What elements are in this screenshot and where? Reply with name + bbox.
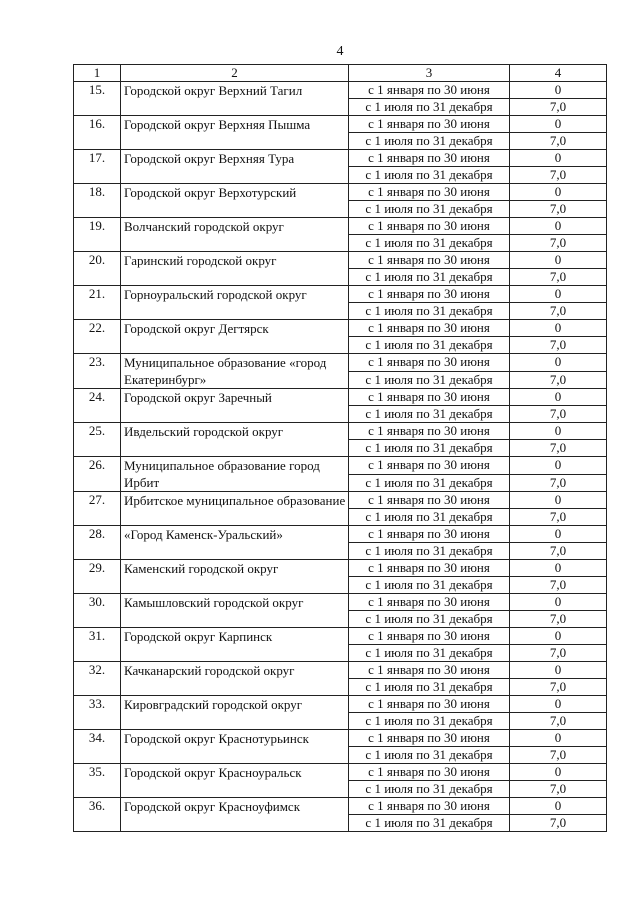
value-first-half: 0	[510, 150, 607, 167]
period-second-half: с 1 июля по 31 декабря	[349, 235, 510, 252]
value-second-half: 7,0	[510, 167, 607, 184]
municipality-name: Муниципальное образование «город Екатеринбург»	[121, 354, 349, 389]
municipality-name: Гаринский городской округ	[121, 252, 349, 286]
value-first-half: 0	[510, 218, 607, 235]
municipality-name: Камышловский городской округ	[121, 594, 349, 628]
value-first-half: 0	[510, 526, 607, 543]
municipality-name: Городской округ Верхотурский	[121, 184, 349, 218]
row-number: 22.	[74, 320, 121, 354]
table-body	[74, 82, 607, 832]
value-second-half: 7,0	[510, 440, 607, 457]
column-header-3: 3	[349, 65, 510, 82]
period-first-half: с 1 января по 30 июня	[349, 320, 510, 337]
row-number: 28.	[74, 526, 121, 560]
value-second-half: 7,0	[510, 133, 607, 150]
value-first-half: 0	[510, 764, 607, 781]
row-number: 26.	[74, 457, 121, 492]
value-second-half: 7,0	[510, 577, 607, 594]
value-second-half: 7,0	[510, 269, 607, 286]
value-first-half: 0	[510, 184, 607, 201]
value-first-half: 0	[510, 82, 607, 99]
period-first-half: с 1 января по 30 июня	[349, 354, 510, 372]
header-row	[74, 65, 607, 82]
value-second-half: 7,0	[510, 747, 607, 764]
value-first-half: 0	[510, 116, 607, 133]
table-row	[74, 730, 607, 747]
table-row	[74, 150, 607, 167]
period-first-half: с 1 января по 30 июня	[349, 560, 510, 577]
period-second-half: с 1 июля по 31 декабря	[349, 713, 510, 730]
value-second-half: 7,0	[510, 543, 607, 560]
table-row	[74, 82, 607, 99]
value-second-half: 7,0	[510, 781, 607, 798]
period-second-half: с 1 июля по 31 декабря	[349, 201, 510, 218]
value-first-half: 0	[510, 696, 607, 713]
value-second-half: 7,0	[510, 303, 607, 320]
period-first-half: с 1 января по 30 июня	[349, 730, 510, 747]
column-header-2: 2	[121, 65, 349, 82]
table-row	[74, 628, 607, 645]
value-first-half: 0	[510, 457, 607, 475]
row-number: 31.	[74, 628, 121, 662]
period-second-half: с 1 июля по 31 декабря	[349, 781, 510, 798]
value-first-half: 0	[510, 798, 607, 815]
period-second-half: с 1 июля по 31 декабря	[349, 474, 510, 492]
table-row	[74, 218, 607, 235]
period-first-half: с 1 января по 30 июня	[349, 594, 510, 611]
value-second-half: 7,0	[510, 99, 607, 116]
rates-table	[73, 64, 607, 832]
period-first-half: с 1 января по 30 июня	[349, 526, 510, 543]
period-second-half: с 1 июля по 31 декабря	[349, 747, 510, 764]
table-row	[74, 116, 607, 133]
row-number: 23.	[74, 354, 121, 389]
municipality-name: Каменский городской округ	[121, 560, 349, 594]
value-first-half: 0	[510, 662, 607, 679]
period-second-half: с 1 июля по 31 декабря	[349, 337, 510, 354]
table-row	[74, 389, 607, 406]
table-row	[74, 696, 607, 713]
municipality-name: Качканарский городской округ	[121, 662, 349, 696]
period-first-half: с 1 января по 30 июня	[349, 423, 510, 440]
period-first-half: с 1 января по 30 июня	[349, 662, 510, 679]
value-first-half: 0	[510, 286, 607, 303]
value-second-half: 7,0	[510, 645, 607, 662]
row-number: 19.	[74, 218, 121, 252]
period-second-half: с 1 июля по 31 декабря	[349, 303, 510, 320]
table-row	[74, 764, 607, 781]
value-second-half: 7,0	[510, 611, 607, 628]
municipality-name: «Город Каменск-Уральский»	[121, 526, 349, 560]
row-number: 17.	[74, 150, 121, 184]
value-first-half: 0	[510, 320, 607, 337]
table-row	[74, 457, 607, 475]
municipality-name: Муниципальное образование город Ирбит	[121, 457, 349, 492]
municipality-name: Городской округ Верхний Тагил	[121, 82, 349, 116]
period-first-half: с 1 января по 30 июня	[349, 116, 510, 133]
period-first-half: с 1 января по 30 июня	[349, 184, 510, 201]
table-row	[74, 492, 607, 509]
period-first-half: с 1 января по 30 июня	[349, 252, 510, 269]
municipality-name: Городской округ Дегтярск	[121, 320, 349, 354]
row-number: 29.	[74, 560, 121, 594]
period-second-half: с 1 июля по 31 декабря	[349, 269, 510, 286]
period-first-half: с 1 января по 30 июня	[349, 389, 510, 406]
row-number: 18.	[74, 184, 121, 218]
period-first-half: с 1 января по 30 июня	[349, 628, 510, 645]
period-second-half: с 1 июля по 31 декабря	[349, 611, 510, 628]
municipality-name: Городской округ Карпинск	[121, 628, 349, 662]
row-number: 24.	[74, 389, 121, 423]
row-number: 35.	[74, 764, 121, 798]
value-second-half: 7,0	[510, 474, 607, 492]
row-number: 21.	[74, 286, 121, 320]
municipality-name: Городской округ Красноуральск	[121, 764, 349, 798]
row-number: 15.	[74, 82, 121, 116]
municipality-name: Ирбитское муниципальное образование	[121, 492, 349, 526]
period-first-half: с 1 января по 30 июня	[349, 696, 510, 713]
municipality-name: Кировградский городской округ	[121, 696, 349, 730]
value-first-half: 0	[510, 594, 607, 611]
municipality-name: Городской округ Верхняя Тура	[121, 150, 349, 184]
period-second-half: с 1 июля по 31 декабря	[349, 167, 510, 184]
municipality-name: Городской округ Красноуфимск	[121, 798, 349, 832]
value-first-half: 0	[510, 492, 607, 509]
table-row	[74, 798, 607, 815]
value-second-half: 7,0	[510, 713, 607, 730]
value-second-half: 7,0	[510, 509, 607, 526]
page-number: 4	[336, 44, 344, 59]
value-second-half: 7,0	[510, 337, 607, 354]
row-number: 25.	[74, 423, 121, 457]
period-second-half: с 1 июля по 31 декабря	[349, 815, 510, 832]
municipality-name: Горноуральский городской округ	[121, 286, 349, 320]
municipality-name: Волчанский городской округ	[121, 218, 349, 252]
period-first-half: с 1 января по 30 июня	[349, 150, 510, 167]
period-second-half: с 1 июля по 31 декабря	[349, 371, 510, 389]
period-first-half: с 1 января по 30 июня	[349, 286, 510, 303]
period-second-half: с 1 июля по 31 декабря	[349, 133, 510, 150]
table-row	[74, 286, 607, 303]
value-first-half: 0	[510, 389, 607, 406]
table-row	[74, 662, 607, 679]
table-row	[74, 320, 607, 337]
row-number: 32.	[74, 662, 121, 696]
municipality-name: Городской округ Верхняя Пышма	[121, 116, 349, 150]
municipality-name: Городской округ Заречный	[121, 389, 349, 423]
row-number: 27.	[74, 492, 121, 526]
period-second-half: с 1 июля по 31 декабря	[349, 440, 510, 457]
row-number: 36.	[74, 798, 121, 832]
municipality-name: Городской округ Краснотурьинск	[121, 730, 349, 764]
value-second-half: 7,0	[510, 371, 607, 389]
value-first-half: 0	[510, 354, 607, 372]
table-row	[74, 184, 607, 201]
period-first-half: с 1 января по 30 июня	[349, 82, 510, 99]
period-second-half: с 1 июля по 31 декабря	[349, 645, 510, 662]
period-second-half: с 1 июля по 31 декабря	[349, 406, 510, 423]
value-second-half: 7,0	[510, 406, 607, 423]
row-number: 20.	[74, 252, 121, 286]
municipality-name: Ивдельский городской округ	[121, 423, 349, 457]
period-first-half: с 1 января по 30 июня	[349, 457, 510, 475]
column-header-4: 4	[510, 65, 607, 82]
value-second-half: 7,0	[510, 201, 607, 218]
value-second-half: 7,0	[510, 815, 607, 832]
value-first-half: 0	[510, 252, 607, 269]
period-second-half: с 1 июля по 31 декабря	[349, 543, 510, 560]
row-number: 34.	[74, 730, 121, 764]
value-first-half: 0	[510, 423, 607, 440]
table-row	[74, 354, 607, 372]
table-row	[74, 423, 607, 440]
period-first-half: с 1 января по 30 июня	[349, 218, 510, 235]
row-number: 16.	[74, 116, 121, 150]
period-second-half: с 1 июля по 31 декабря	[349, 99, 510, 116]
row-number: 30.	[74, 594, 121, 628]
period-second-half: с 1 июля по 31 декабря	[349, 679, 510, 696]
table-row	[74, 252, 607, 269]
value-second-half: 7,0	[510, 235, 607, 252]
table-row	[74, 526, 607, 543]
period-second-half: с 1 июля по 31 декабря	[349, 509, 510, 526]
table-row	[74, 594, 607, 611]
period-second-half: с 1 июля по 31 декабря	[349, 577, 510, 594]
period-first-half: с 1 января по 30 июня	[349, 492, 510, 509]
value-first-half: 0	[510, 628, 607, 645]
value-first-half: 0	[510, 560, 607, 577]
column-header-1: 1	[74, 65, 121, 82]
period-first-half: с 1 января по 30 июня	[349, 764, 510, 781]
value-second-half: 7,0	[510, 679, 607, 696]
table-row	[74, 560, 607, 577]
row-number: 33.	[74, 696, 121, 730]
period-first-half: с 1 января по 30 июня	[349, 798, 510, 815]
value-first-half: 0	[510, 730, 607, 747]
